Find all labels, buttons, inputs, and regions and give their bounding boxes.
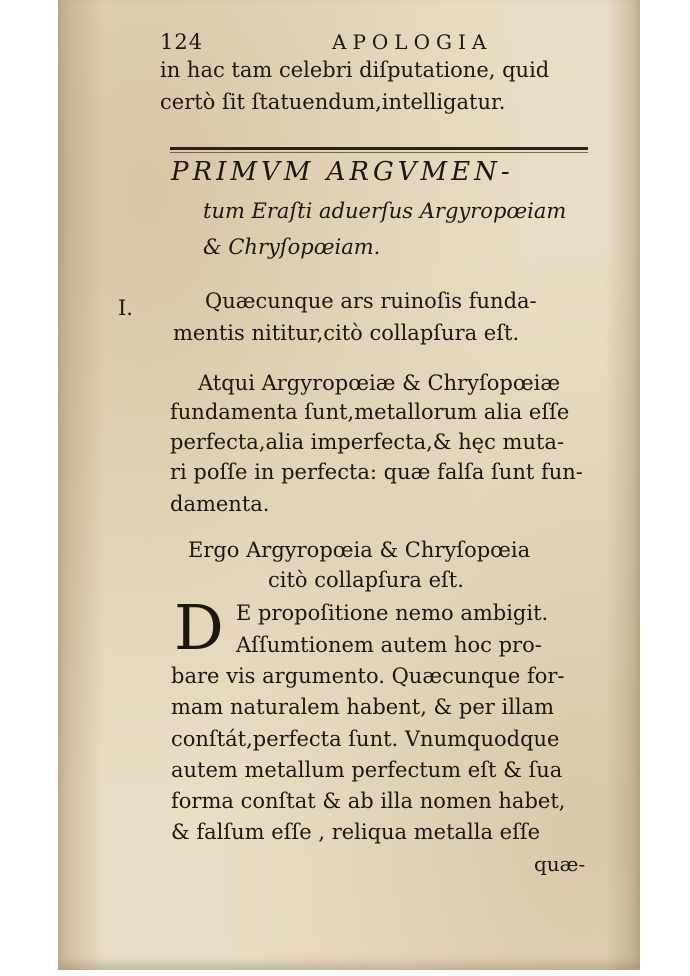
- minor-premise-line-4: ri poſſe in perfecta: quæ falſa ſunt fun-: [170, 460, 583, 484]
- argument-heading-sub-2: & Chryſopœiam.: [203, 235, 381, 259]
- body-line-6: autem metallum perfectum eſt & ſua: [171, 758, 563, 782]
- book-page: [58, 0, 640, 970]
- minor-premise-line-1: Atqui Argyropœiæ & Chryſopœiæ: [198, 371, 561, 395]
- body-line-2: Aſſumtionem autem hoc pro-: [236, 633, 542, 657]
- minor-premise-line-5: damenta.: [170, 492, 270, 516]
- major-premise-line-1: Quæcunque ars ruinoſis funda-: [205, 289, 537, 313]
- running-header: [160, 26, 600, 56]
- body-line-8: & falſum eſſe , reliqua metalla eſſe: [171, 820, 541, 844]
- marginal-number: I.: [118, 296, 133, 320]
- major-premise-line-2: mentis nititur,citò collapſura eſt.: [173, 321, 520, 345]
- catchword: quæ-: [534, 852, 586, 876]
- argument-heading-sub-1: tum Eraſti aduerſus Argyropœiam: [203, 199, 567, 223]
- drop-capital: D: [174, 591, 224, 664]
- body-line-5: conſtát,perfecta ſunt. Vnumquodque: [171, 727, 560, 751]
- running-title: APOLOGIA: [332, 30, 493, 54]
- body-line-4: mam naturalem habent, & per illam: [171, 695, 555, 719]
- body-line-7: forma conſtat & ab illa nomen habet,: [171, 789, 566, 813]
- intro-line-1: in hac tam celebri diſputatione, quid: [160, 58, 550, 82]
- conclusion-line-1: Ergo Argyropœia & Chryſopœia: [188, 538, 531, 562]
- minor-premise-line-2: fundamenta ſunt,metallorum alia eſſe: [170, 400, 570, 424]
- body-line-1: E propoſitione nemo ambigit.: [236, 601, 549, 625]
- page-scan: [58, 0, 640, 970]
- minor-premise-line-3: perfecta,alia imperfecta,& hęc muta-: [170, 430, 565, 454]
- heading-rule-thin: [170, 152, 588, 153]
- page-number: 124: [160, 30, 204, 54]
- intro-line-2: certò ſit ſtatuendum,intelligatur.: [160, 90, 506, 114]
- argument-heading: PRIMVM ARGVMEN-: [171, 157, 514, 187]
- heading-rule: [170, 147, 588, 150]
- conclusion-line-2: citò collapſura eſt.: [268, 568, 464, 592]
- body-line-3: bare vis argumento. Quæcunque for-: [171, 664, 565, 688]
